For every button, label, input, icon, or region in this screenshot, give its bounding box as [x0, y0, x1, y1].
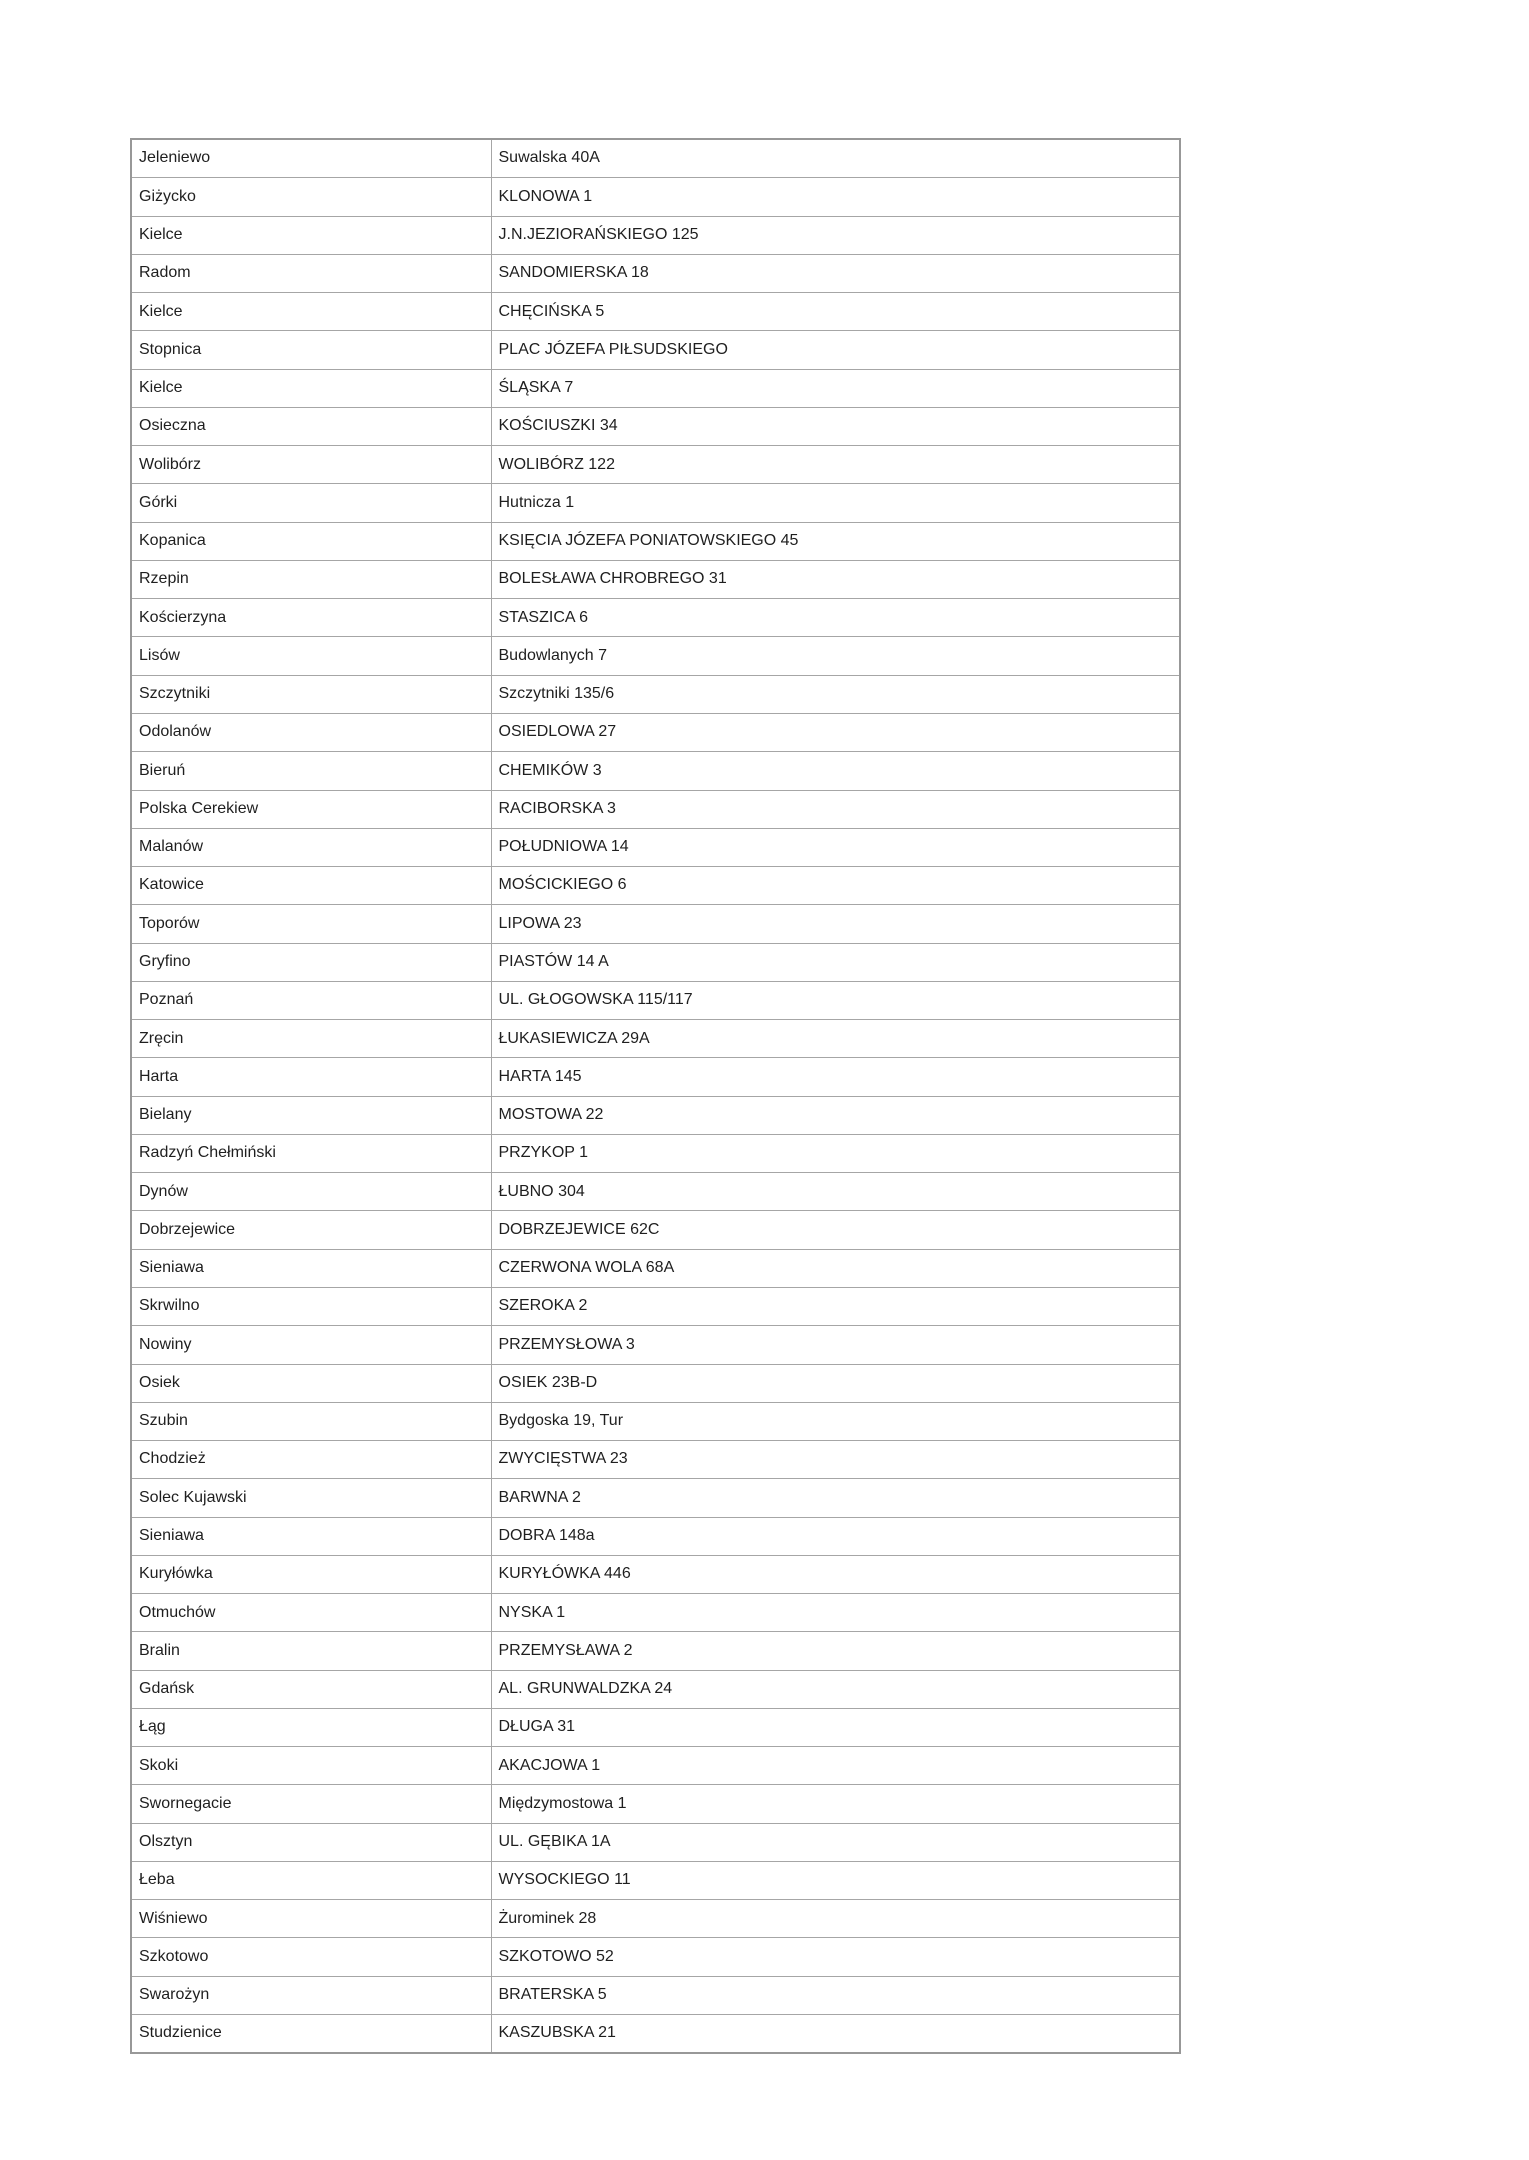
address-cell: PRZYKOP 1: [491, 1134, 1180, 1172]
address-cell: KOŚCIUSZKI 34: [491, 407, 1180, 445]
address-cell: WOLIBÓRZ 122: [491, 446, 1180, 484]
address-cell: CHEMIKÓW 3: [491, 752, 1180, 790]
address-cell: PIASTÓW 14 A: [491, 943, 1180, 981]
city-cell: Sieniawa: [131, 1517, 491, 1555]
city-cell: Szkotowo: [131, 1938, 491, 1976]
address-cell: SZEROKA 2: [491, 1287, 1180, 1325]
address-cell: ŚLĄSKA 7: [491, 369, 1180, 407]
table-row: [131, 1823, 1180, 1861]
table-row: [131, 178, 1180, 216]
table-row: [131, 637, 1180, 675]
address-cell: POŁUDNIOWA 14: [491, 828, 1180, 866]
address-cell: Suwalska 40A: [491, 139, 1180, 178]
city-cell: Stopnica: [131, 331, 491, 369]
table-row: [131, 1594, 1180, 1632]
address-cell: PRZEMYSŁOWA 3: [491, 1326, 1180, 1364]
table-row: [131, 1249, 1180, 1287]
table-row: [131, 1134, 1180, 1172]
table-row: [131, 254, 1180, 292]
table-row: [131, 484, 1180, 522]
city-cell: Bieruń: [131, 752, 491, 790]
city-cell: Górki: [131, 484, 491, 522]
address-cell: UL. GĘBIKA 1A: [491, 1823, 1180, 1861]
table-row: [131, 1096, 1180, 1134]
table-row: [131, 369, 1180, 407]
address-cell: NYSKA 1: [491, 1594, 1180, 1632]
table-row: [131, 293, 1180, 331]
table-row: [131, 905, 1180, 943]
table-row: [131, 1402, 1180, 1440]
table-row: [131, 790, 1180, 828]
table-row: [131, 1785, 1180, 1823]
address-cell: DOBRZEJEWICE 62C: [491, 1211, 1180, 1249]
table-row: [131, 713, 1180, 751]
address-cell: Budowlanych 7: [491, 637, 1180, 675]
address-cell: DŁUGA 31: [491, 1708, 1180, 1746]
city-cell: Wolibórz: [131, 446, 491, 484]
city-cell: Gdańsk: [131, 1670, 491, 1708]
address-cell: KASZUBSKA 21: [491, 2015, 1180, 2054]
address-cell: OSIEDLOWA 27: [491, 713, 1180, 751]
address-cell: PRZEMYSŁAWA 2: [491, 1632, 1180, 1670]
address-cell: ZWYCIĘSTWA 23: [491, 1441, 1180, 1479]
table-row: [131, 1938, 1180, 1976]
address-cell: WYSOCKIEGO 11: [491, 1861, 1180, 1899]
table-row: [131, 675, 1180, 713]
table-row: [131, 1326, 1180, 1364]
city-cell: Swornegacie: [131, 1785, 491, 1823]
address-cell: STASZICA 6: [491, 599, 1180, 637]
city-cell: Nowiny: [131, 1326, 491, 1364]
city-cell: Szubin: [131, 1402, 491, 1440]
city-cell: Radzyń Chełmiński: [131, 1134, 491, 1172]
table-row: [131, 1747, 1180, 1785]
city-cell: Olsztyn: [131, 1823, 491, 1861]
address-cell: RACIBORSKA 3: [491, 790, 1180, 828]
table-row: [131, 1861, 1180, 1899]
city-cell: Bralin: [131, 1632, 491, 1670]
table-row: [131, 1708, 1180, 1746]
address-cell: KLONOWA 1: [491, 178, 1180, 216]
address-cell: SZKOTOWO 52: [491, 1938, 1180, 1976]
table-row: [131, 331, 1180, 369]
city-cell: Kielce: [131, 216, 491, 254]
address-cell: BRATERSKA 5: [491, 1976, 1180, 2014]
table-row: [131, 1441, 1180, 1479]
address-cell: J.N.JEZIORAŃSKIEGO 125: [491, 216, 1180, 254]
table-row: [131, 1555, 1180, 1593]
address-cell: AKACJOWA 1: [491, 1747, 1180, 1785]
city-cell: Osieczna: [131, 407, 491, 445]
address-cell: PLAC JÓZEFA PIŁSUDSKIEGO: [491, 331, 1180, 369]
table-row: [131, 1900, 1180, 1938]
city-cell: Wiśniewo: [131, 1900, 491, 1938]
city-cell: Malanów: [131, 828, 491, 866]
address-cell: Międzymostowa 1: [491, 1785, 1180, 1823]
table-row: [131, 981, 1180, 1019]
address-cell: Hutnicza 1: [491, 484, 1180, 522]
table-row: [131, 1517, 1180, 1555]
table-row: [131, 943, 1180, 981]
city-cell: Kielce: [131, 293, 491, 331]
city-cell: Poznań: [131, 981, 491, 1019]
city-cell: Sieniawa: [131, 1249, 491, 1287]
address-cell: BOLESŁAWA CHROBREGO 31: [491, 560, 1180, 598]
table-row: [131, 752, 1180, 790]
address-cell: BARWNA 2: [491, 1479, 1180, 1517]
address-cell: LIPOWA 23: [491, 905, 1180, 943]
address-cell: Szczytniki 135/6: [491, 675, 1180, 713]
city-cell: Kościerzyna: [131, 599, 491, 637]
city-cell: Odolanów: [131, 713, 491, 751]
address-cell: MOŚCICKIEGO 6: [491, 867, 1180, 905]
city-cell: Bielany: [131, 1096, 491, 1134]
table-row: [131, 1670, 1180, 1708]
table-row: [131, 828, 1180, 866]
table-row: [131, 1173, 1180, 1211]
table-row: [131, 1479, 1180, 1517]
city-cell: Radom: [131, 254, 491, 292]
city-cell: Polska Cerekiew: [131, 790, 491, 828]
city-cell: Kuryłówka: [131, 1555, 491, 1593]
city-cell: Kielce: [131, 369, 491, 407]
city-cell: Studzienice: [131, 2015, 491, 2054]
table-row: [131, 1632, 1180, 1670]
table-row: [131, 1976, 1180, 2014]
address-cell: Bydgoska 19, Tur: [491, 1402, 1180, 1440]
city-cell: Giżycko: [131, 178, 491, 216]
table-row: [131, 1020, 1180, 1058]
table-row: [131, 446, 1180, 484]
table-row: [131, 560, 1180, 598]
city-cell: Osiek: [131, 1364, 491, 1402]
table-row: [131, 407, 1180, 445]
table-row: [131, 867, 1180, 905]
address-cell: CZERWONA WOLA 68A: [491, 1249, 1180, 1287]
city-cell: Swarożyn: [131, 1976, 491, 2014]
address-cell: CHĘCIŃSKA 5: [491, 293, 1180, 331]
table-row: [131, 1211, 1180, 1249]
city-cell: Solec Kujawski: [131, 1479, 491, 1517]
table-row: [131, 1287, 1180, 1325]
address-cell: AL. GRUNWALDZKA 24: [491, 1670, 1180, 1708]
city-cell: Katowice: [131, 867, 491, 905]
city-cell: Kopanica: [131, 522, 491, 560]
city-cell: Skrwilno: [131, 1287, 491, 1325]
address-cell: HARTA 145: [491, 1058, 1180, 1096]
city-cell: Rzepin: [131, 560, 491, 598]
address-table-body: [131, 139, 1180, 2053]
table-row: [131, 2015, 1180, 2054]
city-cell: Dobrzejewice: [131, 1211, 491, 1249]
address-cell: DOBRA 148a: [491, 1517, 1180, 1555]
address-cell: Żurominek 28: [491, 1900, 1180, 1938]
address-cell: KURYŁÓWKA 446: [491, 1555, 1180, 1593]
city-cell: Harta: [131, 1058, 491, 1096]
address-cell: UL. GŁOGOWSKA 115/117: [491, 981, 1180, 1019]
address-cell: ŁUKASIEWICZA 29A: [491, 1020, 1180, 1058]
table-row: [131, 599, 1180, 637]
city-cell: Gryfino: [131, 943, 491, 981]
city-cell: Jeleniewo: [131, 139, 491, 178]
table-row: [131, 1058, 1180, 1096]
table-row: [131, 522, 1180, 560]
city-cell: Szczytniki: [131, 675, 491, 713]
city-cell: Chodzież: [131, 1441, 491, 1479]
table-row: [131, 216, 1180, 254]
city-cell: Lisów: [131, 637, 491, 675]
city-cell: Toporów: [131, 905, 491, 943]
address-cell: KSIĘCIA JÓZEFA PONIATOWSKIEGO 45: [491, 522, 1180, 560]
city-cell: Skoki: [131, 1747, 491, 1785]
city-cell: Łąg: [131, 1708, 491, 1746]
address-cell: ŁUBNO 304: [491, 1173, 1180, 1211]
table-row: [131, 139, 1180, 178]
city-cell: Dynów: [131, 1173, 491, 1211]
address-cell: MOSTOWA 22: [491, 1096, 1180, 1134]
address-cell: OSIEK 23B-D: [491, 1364, 1180, 1402]
table-row: [131, 1364, 1180, 1402]
city-cell: Zręcin: [131, 1020, 491, 1058]
city-cell: Otmuchów: [131, 1594, 491, 1632]
city-cell: Łeba: [131, 1861, 491, 1899]
address-cell: SANDOMIERSKA 18: [491, 254, 1180, 292]
address-table: [130, 138, 1181, 2054]
